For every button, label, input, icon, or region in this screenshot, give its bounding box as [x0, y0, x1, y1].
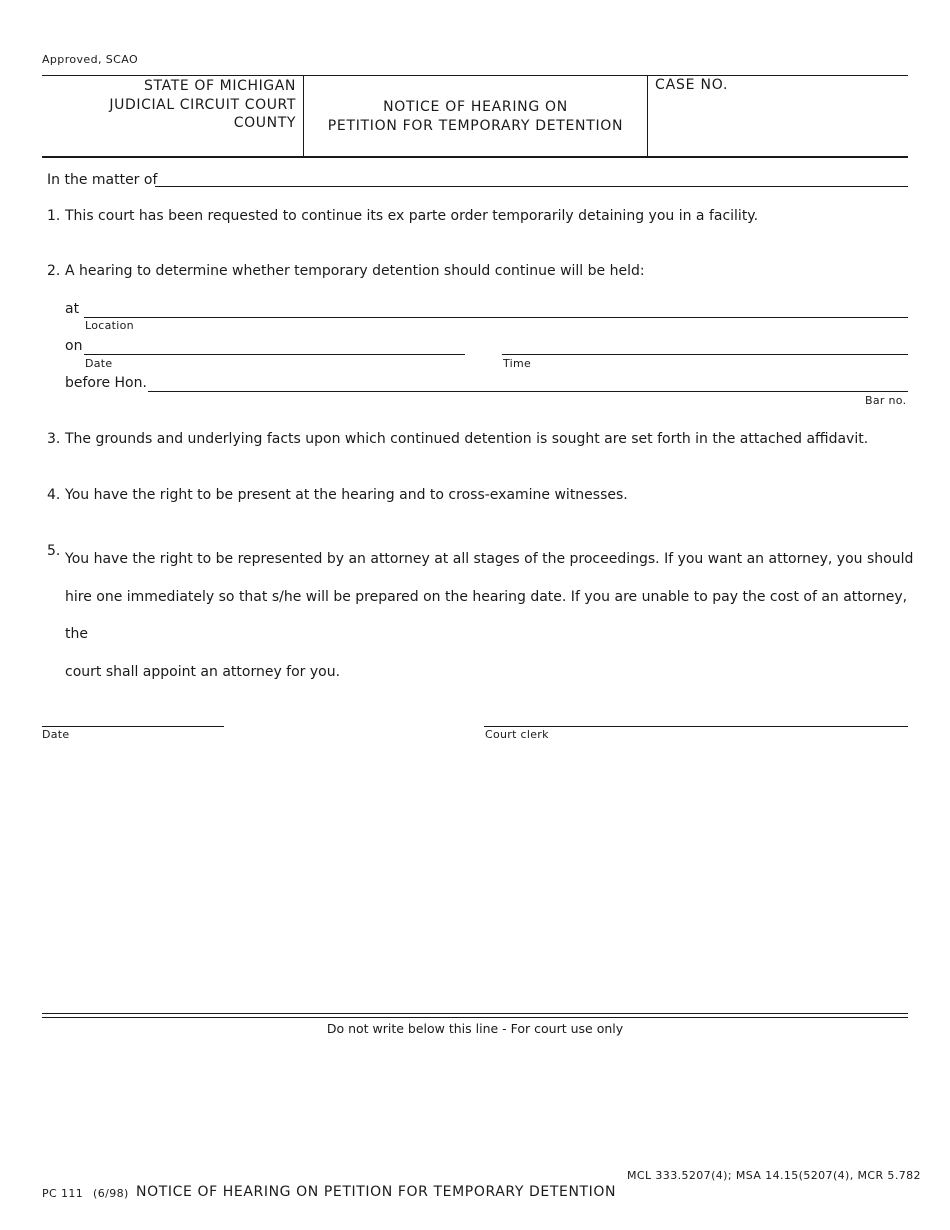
item-4-text: You have the right to be present at the hearing and to cross-examine witnesses. [65, 487, 628, 503]
court-use-rule-top [42, 1013, 908, 1014]
signature-date-field[interactable] [42, 726, 224, 727]
form-title [304, 98, 647, 136]
court-use-notice: Do not write below this line - For court use only [326, 1021, 624, 1036]
item-2-text: A hearing to determine whether temporary detention should continue will be held: [65, 263, 645, 279]
approval-note: Approved, SCAO [42, 53, 139, 66]
on-label: on [65, 338, 83, 354]
header-bottom-rule [42, 156, 908, 158]
item-1-text: This court has been requested to continue its ex parte order temporarily detaining you in a facility. [65, 208, 759, 224]
court-name: JUDICIAL CIRCUIT COURT [109, 96, 296, 113]
court-clerk-field[interactable] [484, 726, 908, 727]
judge-field[interactable] [148, 391, 908, 392]
item-5-text [65, 541, 915, 691]
header-top-rule [42, 75, 908, 76]
matter-label: In the matter of [47, 172, 158, 188]
case-no-label: CASE NO. [655, 77, 729, 93]
time-caption: Time [503, 357, 532, 370]
location-field[interactable] [84, 317, 908, 318]
before-hon-label: before Hon. [65, 375, 147, 391]
state-name: STATE OF MICHIGAN [144, 78, 296, 94]
item-5-number: 5. [47, 543, 61, 559]
court-clerk-caption: Court clerk [485, 728, 549, 741]
item-3-text: The grounds and underlying facts upon which continued detention is sought are set forth in the attached affidavit. [65, 431, 869, 447]
item-5-line-1: You have the right to be represented by an attorney at all stages of the proceedings. If you want an attorney, you should [65, 551, 914, 567]
location-caption: Location [85, 319, 134, 332]
date-caption: Date [85, 357, 113, 370]
item-1-number: 1. [47, 208, 61, 224]
item-5-line-2: hire one immediately so that s/he will be prepared on the hearing date. If you are unable to pay the cost of an attorney, the [65, 588, 908, 642]
statute-reference: MCL 333.5207(4); MSA 14.15(5207(4), MCR 5.782 [627, 1169, 921, 1182]
form-date: (6/98) [93, 1187, 129, 1200]
form-id: PC 111 [42, 1187, 84, 1200]
item-4-number: 4. [47, 487, 61, 503]
header-divider-right [647, 75, 648, 156]
form-title-line1: NOTICE OF HEARING ON [383, 99, 568, 115]
date-field[interactable] [84, 354, 465, 355]
item-3-number: 3. [47, 431, 61, 447]
item-2-number: 2. [47, 263, 61, 279]
time-field[interactable] [502, 354, 908, 355]
court-block [42, 77, 296, 133]
matter-field[interactable] [155, 186, 908, 187]
item-5-line-3: court shall appoint an attorney for you. [65, 663, 341, 680]
court-use-rule-bottom [42, 1017, 908, 1018]
county-name: COUNTY [233, 115, 296, 131]
bar-no-caption: Bar no. [865, 394, 907, 407]
signature-date-caption: Date [42, 728, 70, 741]
form-title-line2: PETITION FOR TEMPORARY DETENTION [327, 118, 624, 134]
footer-form-title: NOTICE OF HEARING ON PETITION FOR TEMPORARY DETENTION [136, 1184, 617, 1200]
at-label: at [65, 301, 80, 317]
